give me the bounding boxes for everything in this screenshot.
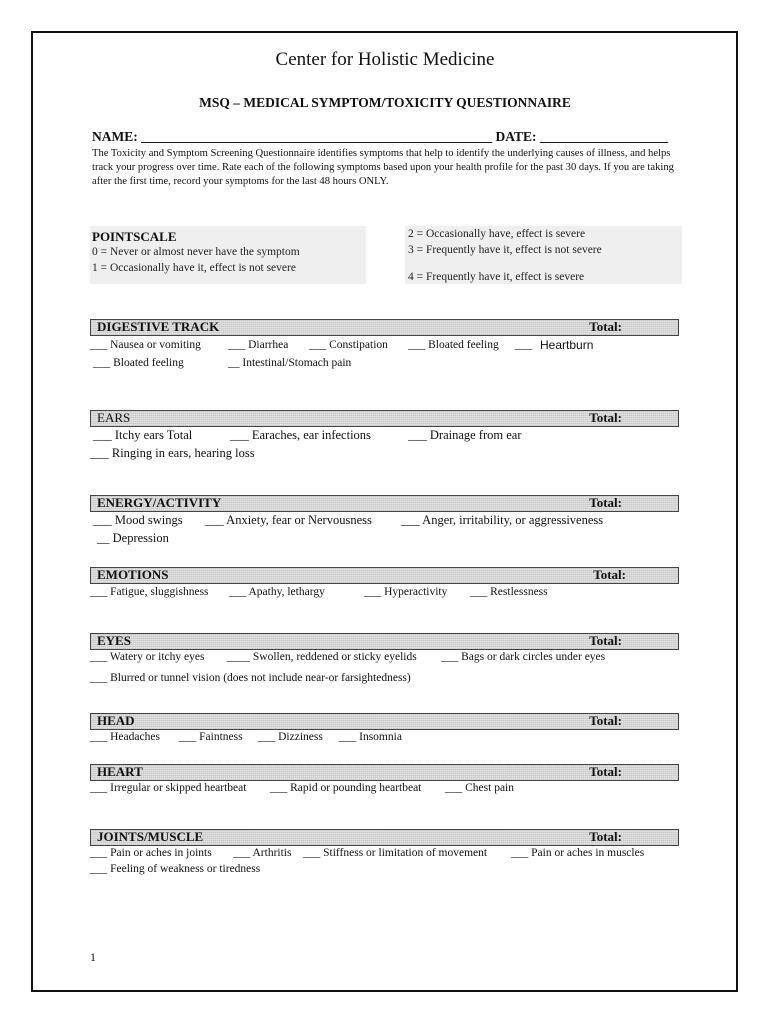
section-title: JOINTS/MUSCLE: [97, 829, 204, 844]
section-header-energy: [90, 495, 679, 512]
symptom-blank[interactable]: ___: [515, 339, 533, 351]
section-header-heart: [90, 764, 679, 781]
symptom-item[interactable]: ___ Irregular or skipped heartbeat: [90, 782, 247, 794]
symptom-item[interactable]: ___ Stiffness or limitation of movement: [303, 847, 488, 859]
symptom-item[interactable]: ___ Ringing in ears, hearing loss: [90, 446, 255, 460]
section-header-ears: [90, 410, 679, 427]
symptom-item[interactable]: ___ Insomnia: [339, 731, 402, 743]
pointscale-3: 3 = Frequently have it, effect is not severe: [408, 244, 602, 256]
symptom-item[interactable]: ___ Hyperactivity: [364, 586, 448, 598]
symptom-item[interactable]: __ Depression: [97, 531, 169, 545]
section-total-label: Total:: [589, 829, 622, 844]
symptom-item[interactable]: ___ Nausea or vomiting: [90, 339, 201, 351]
symptom-item[interactable]: ___ Fatigue, sluggishness: [90, 586, 209, 598]
section-title: EARS: [97, 410, 131, 425]
symptom-item[interactable]: ___ Drainage from ear: [408, 428, 522, 442]
section-header-joints: [90, 829, 679, 846]
symptom-item[interactable]: ___ Diarrhea: [228, 339, 289, 351]
section-total-label: Total:: [593, 567, 626, 582]
symptom-item[interactable]: ___ Rapid or pounding heartbeat: [270, 782, 422, 794]
pointscale-0: 0 = Never or almost never have the symptom: [92, 246, 300, 258]
symptom-item[interactable]: ___ Faintness: [179, 731, 243, 743]
section-header-emotions: [90, 567, 679, 584]
section-header-eyes: [90, 633, 679, 650]
symptom-item[interactable]: ___ Restlessness: [470, 586, 548, 598]
name-date-line[interactable]: NAME: ____________________________________________________ DATE: ___________________: [92, 129, 669, 144]
symptom-item[interactable]: ___ Bloated feeling: [408, 339, 499, 351]
questionnaire-subtitle: MSQ – MEDICAL SYMPTOM/TOXICITY QUESTIONNAIRE: [199, 95, 571, 110]
symptom-item[interactable]: ___ Arthritis: [233, 847, 292, 859]
symptom-item[interactable]: ____ Swollen, reddened or sticky eyelids: [227, 651, 417, 663]
symptom-item[interactable]: ___ Pain or aches in joints: [90, 847, 212, 859]
instructions-paragraph: The Toxicity and Symptom Screening Questionnaire identifies symptoms that help to identify the underlying causes of illness, and helps track your progress over time. Rate each of the following symptoms based upon your health profile for the past 30 days. If you are taking after the first time, record your symptoms for the last 48 hours ONLY.: [92, 148, 674, 187]
pointscale-2: 2 = Occasionally have, effect is severe: [408, 228, 586, 240]
section-title: EMOTIONS: [97, 567, 169, 582]
section-total-label: Total:: [589, 633, 622, 648]
section-total-label: Total:: [589, 495, 622, 510]
symptom-item[interactable]: ___ Bags or dark circles under eyes: [441, 651, 606, 663]
symptom-item[interactable]: ___ Itchy ears Total: [93, 428, 193, 442]
symptom-item[interactable]: ___ Watery or itchy eyes: [90, 651, 205, 663]
symptom-item[interactable]: ___ Bloated feeling: [93, 357, 184, 369]
symptom-item[interactable]: ___ Pain or aches in muscles: [511, 847, 645, 859]
symptom-item[interactable]: ___ Chest pain: [445, 782, 514, 794]
symptom-item[interactable]: __ Intestinal/Stomach pain: [228, 357, 352, 369]
pointscale-title: POINTSCALE: [92, 229, 177, 244]
symptom-item[interactable]: ___ Constipation: [309, 339, 388, 351]
symptom-item[interactable]: ___ Apathy, lethargy: [229, 586, 325, 598]
page-number: 1: [90, 950, 96, 964]
symptom-item[interactable]: ___ Anxiety, fear or Nervousness: [205, 513, 372, 527]
section-header-head: [90, 713, 679, 730]
symptom-item[interactable]: ___ Mood swings: [93, 513, 183, 527]
section-total-label: Total:: [589, 713, 622, 728]
symptom-item[interactable]: ___ Dizziness: [258, 731, 323, 743]
section-total-label: Total:: [589, 319, 622, 334]
section-title: EYES: [97, 633, 131, 648]
symptom-item[interactable]: ___ Blurred or tunnel vision (does not include near-or farsightedness): [90, 672, 411, 684]
section-title: DIGESTIVE TRACK: [97, 319, 220, 334]
section-title: HEAD: [97, 713, 135, 728]
section-total-label: Total:: [589, 410, 622, 425]
page-title: Center for Holistic Medicine: [275, 49, 495, 70]
pointscale-1: 1 = Occasionally have it, effect is not severe: [92, 262, 296, 274]
pointscale-4: 4 = Frequently have it, effect is severe: [408, 271, 585, 283]
symptom-item[interactable]: ___ Earaches, ear infections: [230, 428, 371, 442]
symptom-item[interactable]: ___ Headaches: [90, 731, 160, 743]
section-title: HEART: [97, 764, 143, 779]
section-total-label: Total:: [589, 764, 622, 779]
section-title: ENERGY/ACTIVITY: [97, 495, 222, 510]
symptom-item[interactable]: ___ Anger, irritability, or aggressiveness: [401, 513, 604, 527]
symptom-item[interactable]: ___ Feeling of weakness or tiredness: [90, 863, 261, 875]
symptom-item[interactable]: Heartburn: [540, 338, 594, 352]
section-header-digestive: [90, 319, 679, 336]
